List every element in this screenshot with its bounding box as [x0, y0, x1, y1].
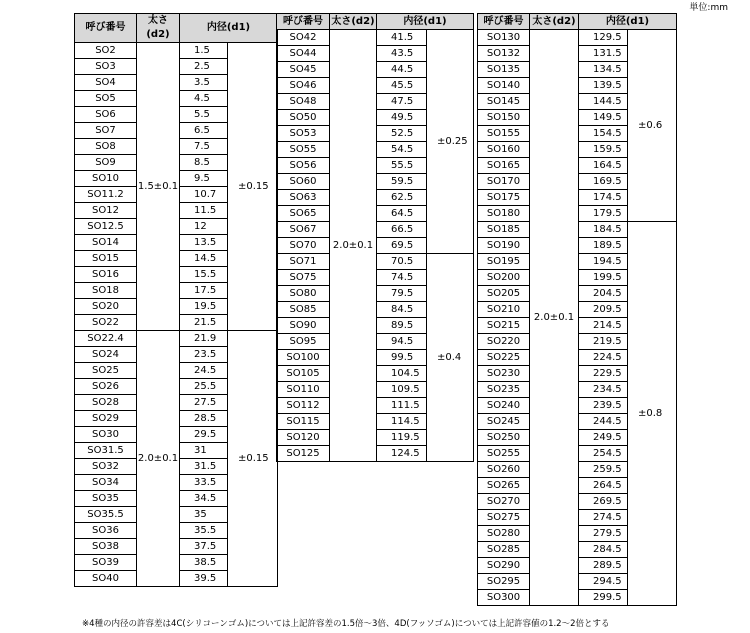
thickness-cell: 2.0±0.1 — [137, 331, 180, 587]
code-cell: SO145 — [478, 94, 530, 110]
footnote: ※4種の内径の許容差は4C(シリコーンゴム)については上記許容差の1.5倍～3倍、4D(フッソゴム)については上記許容値の1.2～2倍とする — [82, 619, 610, 629]
inner-diameter-cell: 189.5 — [579, 238, 628, 254]
header-d1: 内径(d1) — [579, 14, 677, 30]
header-d2: 太さ(d2) — [330, 14, 377, 30]
code-cell: SO112 — [277, 398, 330, 414]
inner-diameter-cell: 129.5 — [579, 30, 628, 46]
code-cell: SO65 — [277, 206, 330, 222]
code-cell: SO140 — [478, 78, 530, 94]
code-cell: SO63 — [277, 190, 330, 206]
inner-diameter-cell: 19.5 — [180, 299, 228, 315]
code-cell: SO245 — [478, 414, 530, 430]
inner-diameter-cell: 49.5 — [377, 110, 427, 126]
code-cell: SO12 — [75, 203, 137, 219]
inner-diameter-cell: 37.5 — [180, 539, 228, 555]
inner-diameter-cell: 13.5 — [180, 235, 228, 251]
header-d2: 太さ(d2) — [530, 14, 579, 30]
inner-diameter-cell: 249.5 — [579, 430, 628, 446]
code-cell: SO28 — [75, 395, 137, 411]
inner-diameter-cell: 164.5 — [579, 158, 628, 174]
inner-diameter-cell: 219.5 — [579, 334, 628, 350]
code-cell: SO34 — [75, 475, 137, 491]
code-cell: SO20 — [75, 299, 137, 315]
code-cell: SO210 — [478, 302, 530, 318]
inner-diameter-cell: 24.5 — [180, 363, 228, 379]
header-d1: 内径(d1) — [180, 14, 278, 43]
code-cell: SO165 — [478, 158, 530, 174]
inner-diameter-cell: 131.5 — [579, 46, 628, 62]
inner-diameter-cell: 269.5 — [579, 494, 628, 510]
thickness-cell: 1.5±0.1 — [137, 43, 180, 331]
code-cell: SO132 — [478, 46, 530, 62]
code-cell: SO26 — [75, 379, 137, 395]
code-cell: SO16 — [75, 267, 137, 283]
inner-diameter-cell: 64.5 — [377, 206, 427, 222]
tolerance-cell: ±0.4 — [427, 254, 474, 462]
code-cell: SO18 — [75, 283, 137, 299]
code-cell: SO4 — [75, 75, 137, 91]
inner-diameter-cell: 244.5 — [579, 414, 628, 430]
tolerance-cell: ±0.15 — [228, 43, 278, 331]
inner-diameter-cell: 264.5 — [579, 478, 628, 494]
inner-diameter-cell: 114.5 — [377, 414, 427, 430]
code-cell: SO29 — [75, 411, 137, 427]
inner-diameter-cell: 23.5 — [180, 347, 228, 363]
code-cell: SO25 — [75, 363, 137, 379]
inner-diameter-cell: 35.5 — [180, 523, 228, 539]
inner-diameter-cell: 39.5 — [180, 571, 228, 587]
inner-diameter-cell: 111.5 — [377, 398, 427, 414]
inner-diameter-cell: 2.5 — [180, 59, 228, 75]
inner-diameter-cell: 74.5 — [377, 270, 427, 286]
tolerance-cell: ±0.25 — [427, 30, 474, 254]
inner-diameter-cell: 204.5 — [579, 286, 628, 302]
code-cell: SO5 — [75, 91, 137, 107]
code-cell: SO15 — [75, 251, 137, 267]
code-cell: SO85 — [277, 302, 330, 318]
code-cell: SO75 — [277, 270, 330, 286]
inner-diameter-cell: 4.5 — [180, 91, 228, 107]
spec-table-2 — [276, 13, 474, 462]
inner-diameter-cell: 259.5 — [579, 462, 628, 478]
inner-diameter-cell: 31.5 — [180, 459, 228, 475]
inner-diameter-cell: 54.5 — [377, 142, 427, 158]
inner-diameter-cell: 55.5 — [377, 158, 427, 174]
inner-diameter-cell: 284.5 — [579, 542, 628, 558]
inner-diameter-cell: 21.9 — [180, 331, 228, 347]
code-cell: SO100 — [277, 350, 330, 366]
header-code: 呼び番号 — [75, 14, 137, 43]
inner-diameter-cell: 5.5 — [180, 107, 228, 123]
inner-diameter-cell: 184.5 — [579, 222, 628, 238]
spec-table-3 — [477, 13, 677, 606]
inner-diameter-cell: 199.5 — [579, 270, 628, 286]
code-cell: SO90 — [277, 318, 330, 334]
inner-diameter-cell: 31 — [180, 443, 228, 459]
inner-diameter-cell: 69.5 — [377, 238, 427, 254]
inner-diameter-cell: 21.5 — [180, 315, 228, 331]
tolerance-cell: ±0.15 — [228, 331, 278, 587]
spec-table-1 — [74, 13, 278, 587]
code-cell: SO300 — [478, 590, 530, 606]
code-cell: SO48 — [277, 94, 330, 110]
code-cell: SO42 — [277, 30, 330, 46]
code-cell: SO53 — [277, 126, 330, 142]
code-cell: SO50 — [277, 110, 330, 126]
inner-diameter-cell: 124.5 — [377, 446, 427, 462]
code-cell: SO45 — [277, 62, 330, 78]
code-cell: SO35.5 — [75, 507, 137, 523]
inner-diameter-cell: 144.5 — [579, 94, 628, 110]
code-cell: SO22.4 — [75, 331, 137, 347]
code-cell: SO8 — [75, 139, 137, 155]
code-cell: SO180 — [478, 206, 530, 222]
code-cell: SO160 — [478, 142, 530, 158]
code-cell: SO170 — [478, 174, 530, 190]
inner-diameter-cell: 154.5 — [579, 126, 628, 142]
code-cell: SO200 — [478, 270, 530, 286]
tolerance-cell: ±0.6 — [628, 30, 677, 222]
inner-diameter-cell: 279.5 — [579, 526, 628, 542]
code-cell: SO7 — [75, 123, 137, 139]
header-row — [75, 14, 278, 43]
inner-diameter-cell: 59.5 — [377, 174, 427, 190]
header-code: 呼び番号 — [277, 14, 330, 30]
unit-label: 単位:mm — [689, 3, 728, 13]
code-cell: SO150 — [478, 110, 530, 126]
code-cell: SO225 — [478, 350, 530, 366]
inner-diameter-cell: 43.5 — [377, 46, 427, 62]
code-cell: SO24 — [75, 347, 137, 363]
inner-diameter-cell: 299.5 — [579, 590, 628, 606]
header-d2: 太さ(d2) — [137, 14, 180, 43]
inner-diameter-cell: 9.5 — [180, 171, 228, 187]
code-cell: SO10 — [75, 171, 137, 187]
code-cell: SO255 — [478, 446, 530, 462]
code-cell: SO38 — [75, 539, 137, 555]
inner-diameter-cell: 174.5 — [579, 190, 628, 206]
inner-diameter-cell: 10.7 — [180, 187, 228, 203]
inner-diameter-cell: 8.5 — [180, 155, 228, 171]
inner-diameter-cell: 179.5 — [579, 206, 628, 222]
inner-diameter-cell: 62.5 — [377, 190, 427, 206]
code-cell: SO40 — [75, 571, 137, 587]
code-cell: SO31.5 — [75, 443, 137, 459]
code-cell: SO240 — [478, 398, 530, 414]
thickness-cell: 2.0±0.1 — [330, 30, 377, 462]
code-cell: SO71 — [277, 254, 330, 270]
code-cell: SO155 — [478, 126, 530, 142]
code-cell: SO14 — [75, 235, 137, 251]
inner-diameter-cell: 34.5 — [180, 491, 228, 507]
inner-diameter-cell: 45.5 — [377, 78, 427, 94]
inner-diameter-cell: 239.5 — [579, 398, 628, 414]
code-cell: SO35 — [75, 491, 137, 507]
code-cell: SO30 — [75, 427, 137, 443]
code-cell: SO135 — [478, 62, 530, 78]
inner-diameter-cell: 89.5 — [377, 318, 427, 334]
inner-diameter-cell: 17.5 — [180, 283, 228, 299]
inner-diameter-cell: 1.5 — [180, 43, 228, 59]
code-cell: SO70 — [277, 238, 330, 254]
inner-diameter-cell: 6.5 — [180, 123, 228, 139]
inner-diameter-cell: 33.5 — [180, 475, 228, 491]
inner-diameter-cell: 52.5 — [377, 126, 427, 142]
inner-diameter-cell: 29.5 — [180, 427, 228, 443]
inner-diameter-cell: 99.5 — [377, 350, 427, 366]
code-cell: SO115 — [277, 414, 330, 430]
inner-diameter-cell: 169.5 — [579, 174, 628, 190]
inner-diameter-cell: 7.5 — [180, 139, 228, 155]
code-cell: SO215 — [478, 318, 530, 334]
inner-diameter-cell: 214.5 — [579, 318, 628, 334]
code-cell: SO285 — [478, 542, 530, 558]
inner-diameter-cell: 159.5 — [579, 142, 628, 158]
header-row — [277, 14, 474, 30]
code-cell: SO125 — [277, 446, 330, 462]
code-cell: SO39 — [75, 555, 137, 571]
tolerance-cell: ±0.8 — [628, 222, 677, 606]
inner-diameter-cell: 35 — [180, 507, 228, 523]
code-cell: SO60 — [277, 174, 330, 190]
code-cell: SO36 — [75, 523, 137, 539]
code-cell: SO195 — [478, 254, 530, 270]
inner-diameter-cell: 234.5 — [579, 382, 628, 398]
inner-diameter-cell: 289.5 — [579, 558, 628, 574]
code-cell: SO265 — [478, 478, 530, 494]
inner-diameter-cell: 47.5 — [377, 94, 427, 110]
inner-diameter-cell: 27.5 — [180, 395, 228, 411]
code-cell: SO55 — [277, 142, 330, 158]
inner-diameter-cell: 119.5 — [377, 430, 427, 446]
inner-diameter-cell: 294.5 — [579, 574, 628, 590]
code-cell: SO290 — [478, 558, 530, 574]
code-cell: SO235 — [478, 382, 530, 398]
code-cell: SO280 — [478, 526, 530, 542]
inner-diameter-cell: 79.5 — [377, 286, 427, 302]
inner-diameter-cell: 194.5 — [579, 254, 628, 270]
inner-diameter-cell: 44.5 — [377, 62, 427, 78]
code-cell: SO205 — [478, 286, 530, 302]
code-cell: SO2 — [75, 43, 137, 59]
code-cell: SO190 — [478, 238, 530, 254]
code-cell: SO11.2 — [75, 187, 137, 203]
code-cell: SO3 — [75, 59, 137, 75]
inner-diameter-cell: 109.5 — [377, 382, 427, 398]
code-cell: SO220 — [478, 334, 530, 350]
header-row — [478, 14, 677, 30]
code-cell: SO275 — [478, 510, 530, 526]
inner-diameter-cell: 3.5 — [180, 75, 228, 91]
code-cell: SO230 — [478, 366, 530, 382]
code-cell: SO250 — [478, 430, 530, 446]
code-cell: SO120 — [277, 430, 330, 446]
table-row — [277, 30, 474, 46]
code-cell: SO80 — [277, 286, 330, 302]
inner-diameter-cell: 28.5 — [180, 411, 228, 427]
code-cell: SO32 — [75, 459, 137, 475]
inner-diameter-cell: 70.5 — [377, 254, 427, 270]
inner-diameter-cell: 134.5 — [579, 62, 628, 78]
inner-diameter-cell: 104.5 — [377, 366, 427, 382]
code-cell: SO105 — [277, 366, 330, 382]
code-cell: SO56 — [277, 158, 330, 174]
code-cell: SO9 — [75, 155, 137, 171]
inner-diameter-cell: 11.5 — [180, 203, 228, 219]
inner-diameter-cell: 66.5 — [377, 222, 427, 238]
code-cell: SO67 — [277, 222, 330, 238]
table-row — [75, 331, 278, 347]
inner-diameter-cell: 209.5 — [579, 302, 628, 318]
code-cell: SO130 — [478, 30, 530, 46]
code-cell: SO175 — [478, 190, 530, 206]
code-cell: SO260 — [478, 462, 530, 478]
inner-diameter-cell: 41.5 — [377, 30, 427, 46]
code-cell: SO46 — [277, 78, 330, 94]
code-cell: SO6 — [75, 107, 137, 123]
code-cell: SO270 — [478, 494, 530, 510]
table-row — [478, 30, 677, 46]
code-cell: SO295 — [478, 574, 530, 590]
inner-diameter-cell: 84.5 — [377, 302, 427, 318]
inner-diameter-cell: 139.5 — [579, 78, 628, 94]
inner-diameter-cell: 38.5 — [180, 555, 228, 571]
thickness-cell: 2.0±0.1 — [530, 30, 579, 606]
header-d1: 内径(d1) — [377, 14, 474, 30]
inner-diameter-cell: 229.5 — [579, 366, 628, 382]
header-code: 呼び番号 — [478, 14, 530, 30]
inner-diameter-cell: 149.5 — [579, 110, 628, 126]
inner-diameter-cell: 12 — [180, 219, 228, 235]
inner-diameter-cell: 254.5 — [579, 446, 628, 462]
code-cell: SO95 — [277, 334, 330, 350]
inner-diameter-cell: 274.5 — [579, 510, 628, 526]
inner-diameter-cell: 15.5 — [180, 267, 228, 283]
inner-diameter-cell: 94.5 — [377, 334, 427, 350]
table-row — [75, 43, 278, 59]
code-cell: SO44 — [277, 46, 330, 62]
code-cell: SO22 — [75, 315, 137, 331]
inner-diameter-cell: 224.5 — [579, 350, 628, 366]
code-cell: SO110 — [277, 382, 330, 398]
inner-diameter-cell: 25.5 — [180, 379, 228, 395]
code-cell: SO12.5 — [75, 219, 137, 235]
code-cell: SO185 — [478, 222, 530, 238]
inner-diameter-cell: 14.5 — [180, 251, 228, 267]
